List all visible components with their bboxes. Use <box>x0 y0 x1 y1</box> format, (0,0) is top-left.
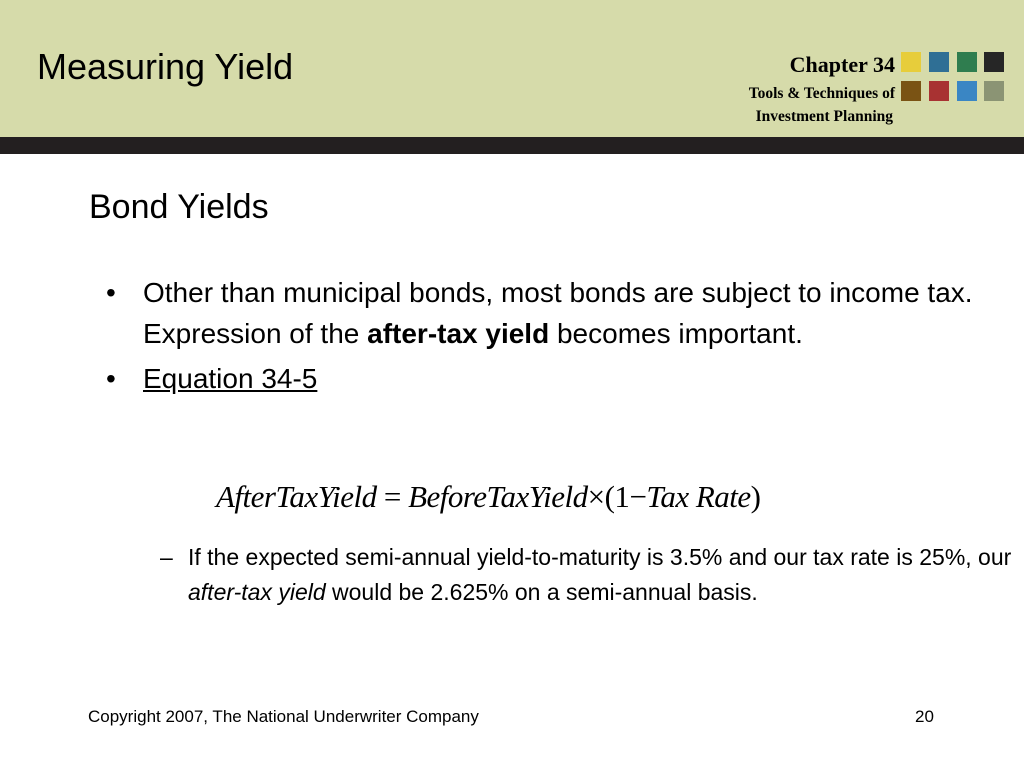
color-square <box>929 81 949 101</box>
chapter-title: Chapter 34 <box>789 52 895 77</box>
equation-link[interactable]: Equation 34-5 <box>143 363 318 394</box>
header-divider-bar <box>0 137 1024 154</box>
color-square <box>957 52 977 72</box>
bullet-list <box>106 272 986 399</box>
bullet-text-before: Other than municipal bonds, most bonds are subject to income tax. Expression of the <box>143 277 973 349</box>
equation-paren-close: ) <box>750 479 761 514</box>
color-square <box>901 52 921 72</box>
equation-rhs-term: BeforeTaxYield <box>408 479 588 514</box>
sub-bullet-text-after: would be 2.625% on a semi-annual basis. <box>325 579 758 605</box>
bullet-item <box>106 272 986 354</box>
sub-bullet-text-before: If the expected semi-annual yield-to-maturity is 3.5% and our tax rate is 25%, our <box>188 544 1012 570</box>
section-title: Bond Yields <box>89 188 269 226</box>
footer-copyright: Copyright 2007, The National Underwriter Company <box>88 707 479 726</box>
equation-minus: − <box>629 479 647 514</box>
equation-lhs: AfterTaxYield <box>216 479 377 514</box>
footer-page-number: 20 <box>915 707 934 726</box>
chapter-subtitle-line1: Tools & Techniques of <box>748 85 895 102</box>
bullet-item <box>106 358 986 399</box>
color-square <box>984 81 1004 101</box>
sub-bullet-dash: – <box>160 544 173 570</box>
sub-bullet-italic-term: after-tax yield <box>188 579 326 605</box>
chapter-subtitle <box>635 82 895 128</box>
color-square <box>984 52 1004 72</box>
equation-paren-open: (1 <box>604 479 630 514</box>
bullet-text-after: becomes important. <box>549 318 803 349</box>
chapter-subtitle-line2: Investment Planning <box>755 108 893 125</box>
bullet-dot: • <box>106 277 116 308</box>
sub-bullet-item <box>160 540 1018 610</box>
color-square <box>957 81 977 101</box>
color-square <box>901 81 921 101</box>
equation-times: × <box>587 479 605 514</box>
slide-title: Measuring Yield <box>37 46 294 87</box>
header-band <box>0 0 1024 137</box>
chapter-block <box>635 52 895 128</box>
equation-tax-rate: Tax Rate <box>646 479 751 514</box>
equation-equals: = <box>383 479 401 514</box>
after-tax-yield-equation <box>216 477 916 517</box>
bullet-bold-term: after-tax yield <box>367 318 550 349</box>
bullet-dot: • <box>106 363 116 394</box>
color-square <box>929 52 949 72</box>
color-squares-logo <box>901 52 1011 104</box>
